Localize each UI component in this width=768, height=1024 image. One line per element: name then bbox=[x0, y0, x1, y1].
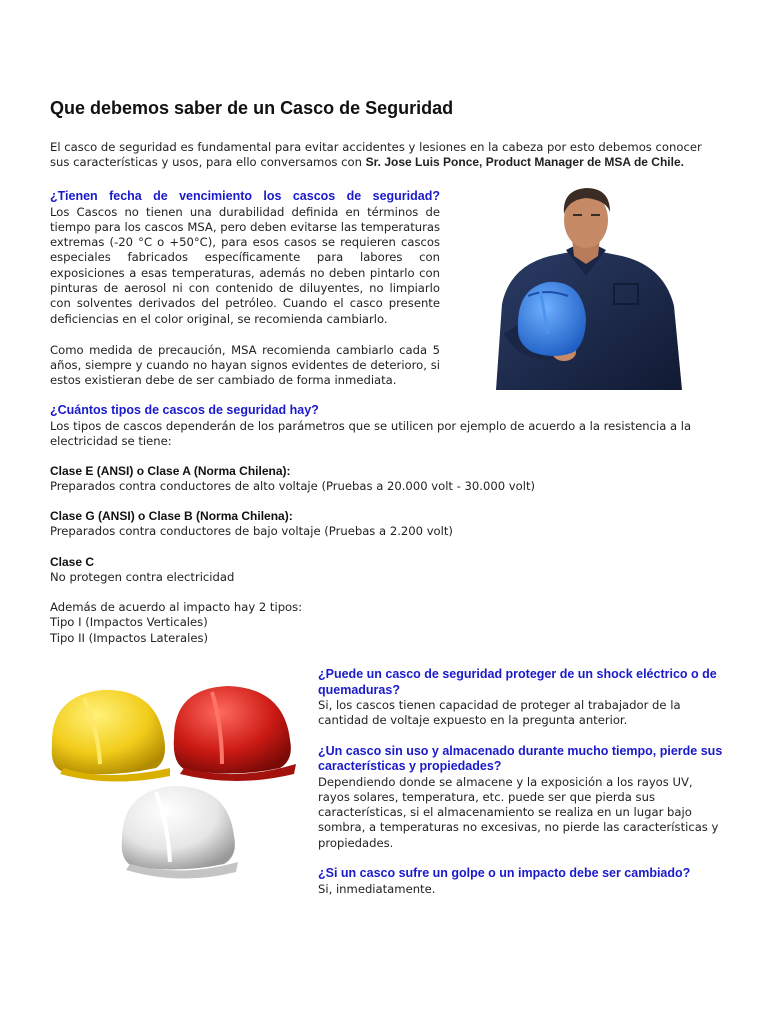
photo-three-helmets bbox=[46, 668, 302, 904]
class-g-desc: Preparados contra conductores de bajo voltaje (Pruebas a 2.200 volt) bbox=[50, 524, 453, 539]
section-types bbox=[50, 403, 725, 646]
answer-storage: Dependiendo donde se almacene y la exposición a los rayos UV, rayos solares, temperatura, etc. puede ser que pierda sus características, si el almacenamiento se realiza en un lugar bajo sombra, a temperaturas no excesivas, no pierde las características y propiedades. bbox=[318, 774, 719, 850]
answer-expiration-p1: Los Cascos no tienen una durabilidad definida en términos de tiempo para los cascos MSA, pero deben evitarse las temperaturas extremas (-20 °C o +50°C), para esos casos se requieren cascos especiales fabricados específicamente para labores con exposiciones a esas temperaturas, además no deben pintarlo con pinturas de aerosol ni con contenido de diluyentes, no limpiarlo con solventes derivados del petróleo. Cuando el casco presente deficiencias en el color original, se recomienda cambiarlo. bbox=[50, 204, 440, 326]
page-title: Que debemos saber de un Casco de Seguridad bbox=[50, 98, 454, 118]
impact-intro: Además de acuerdo al impacto hay 2 tipos: bbox=[50, 599, 303, 614]
intro-paragraph bbox=[50, 140, 720, 171]
class-e-heading: Clase E (ANSI) o Clase A (Norma Chilena): bbox=[50, 464, 291, 479]
answer-impact: Si, inmediatamente. bbox=[318, 881, 436, 896]
class-c-heading: Clase C bbox=[50, 554, 95, 569]
question-impact: ¿Si un casco sufre un golpe o un impacto debe ser cambiado? bbox=[318, 866, 691, 881]
answer-types-p1: Los tipos de cascos dependerán de los parámetros que se utilicen por ejemplo de acuerdo a la resistencia a la electricidad se tiene: bbox=[50, 418, 692, 448]
class-c-desc: No protegen contra electricidad bbox=[50, 569, 235, 584]
question-types: ¿Cuántos tipos de cascos de seguridad hay? bbox=[50, 403, 319, 417]
class-e-desc: Preparados contra conductores de alto voltaje (Pruebas a 20.000 volt - 30.000 volt) bbox=[50, 479, 536, 494]
impact-type-2: Tipo II (Impactos Laterales) bbox=[50, 630, 209, 645]
question-shock: ¿Puede un casco de seguridad proteger de un shock eléctrico o de quemaduras? bbox=[318, 667, 717, 697]
intro-interviewee: Sr. Jose Luis Ponce, Product Manager de MSA de Chile. bbox=[365, 155, 684, 170]
class-g-heading: Clase G (ANSI) o Clase B (Norma Chilena): bbox=[50, 509, 293, 524]
section-expiration bbox=[50, 189, 440, 389]
section-faq bbox=[318, 667, 723, 897]
answer-expiration-p2: Como medida de precaución, MSA recomienda cambiarlo cada 5 años, siempre y cuando no hayan signos evidentes de deterioro, si estos existieran debe de ser cambiado de forma inmediata. bbox=[50, 342, 440, 388]
question-expiration: ¿Tienen fecha de vencimiento los cascos de seguridad? bbox=[50, 189, 440, 203]
red-helmet bbox=[174, 686, 296, 781]
yellow-helmet bbox=[52, 690, 170, 782]
white-helmet bbox=[122, 786, 238, 879]
photo-man-with-blue-helmet bbox=[488, 184, 684, 390]
question-storage: ¿Un casco sin uso y almacenado durante mucho tiempo, pierde sus características y propiedades? bbox=[318, 743, 723, 774]
intro-text: El casco de seguridad es fundamental para evitar accidentes y lesiones en la cabeza por esto debemos conocer sus características y usos, para ello conversamos con bbox=[50, 140, 702, 170]
impact-type-1: Tipo I (Impactos Verticales) bbox=[50, 615, 208, 630]
answer-shock: Si, los cascos tienen capacidad de proteger al trabajador de la cantidad de voltaje expuesto en la pregunta anterior. bbox=[318, 698, 681, 728]
